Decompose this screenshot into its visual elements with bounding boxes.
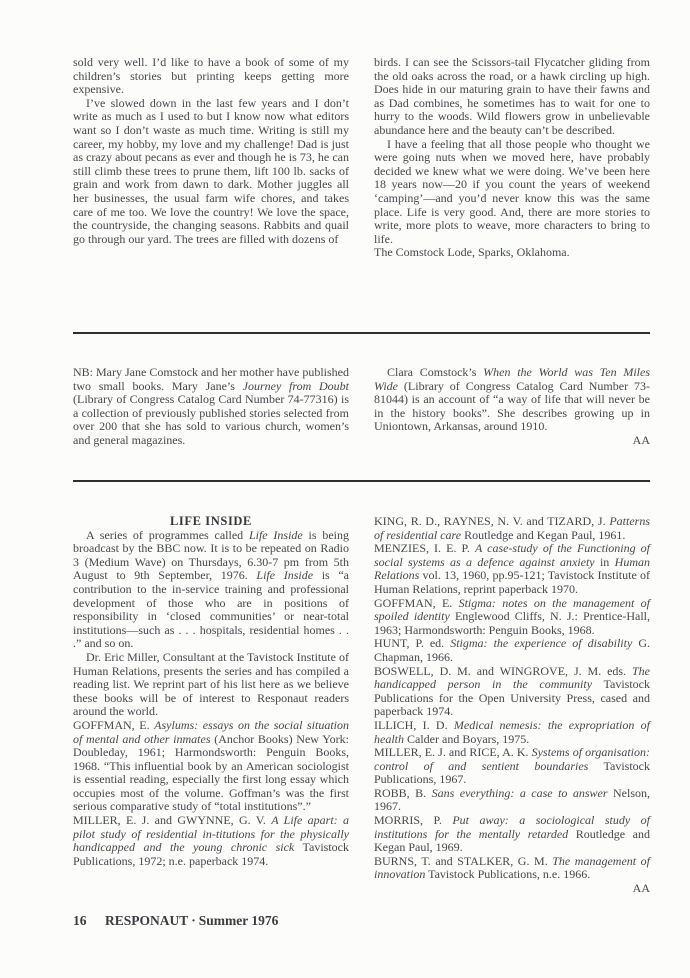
paragraph: BURNS, T. and STALKER, G. M. The management of innovation Tavistock Publications, n.e. 1966. (374, 853, 651, 882)
article-end-left-column (73, 56, 349, 246)
journal-name: RESPONAUT (105, 913, 189, 928)
paragraph: birds. I can see the Scissors-tail Flycatcher gliding from the old oaks across the road, or a hawk circling up high. Does hide in our maturing grain to have their fawns and as Dad combines, he sometimes has to wait for one to hurry to the woods. Wild flowers grow in unbelievable abundance here and the beauty can’t be described. (374, 55, 650, 137)
paragraph: Clara Comstock’s When the World was Ten Miles Wide (Library of Congress Catalog Card Number 73-81044) is an account of “a way of life that will never be in the history books”. She describes growing up in Uniontown, Arkansas, around 1910. (374, 365, 650, 434)
horizontal-rule-2 (73, 480, 650, 482)
paragraph: I’ve slowed down in the last few years and I don’t write as much as I used to but I know now what editors want so I don’t waste as much time. Writing is still my career, my hobby, my love and my challenge! Dad is just as crazy about pecans as ever and though he is 73, he can still climb these trees to prune them, lift 100 lb. sacks of grain and work from dawn to dark. Mother juggles all her businesses, the usual farm wife chores, and takes care of me too. We love the country! We love the space, the countryside, the changing seasons. Rabbits and quail go through our yard. The trees are filled with dozens of (73, 95, 349, 246)
article-end-right-column (374, 56, 650, 260)
paragraph: ROBB, B. Sans everything: a case to answer Nelson, 1967. (374, 785, 651, 814)
paragraph: NB: Mary Jane Comstock and her mother have published two small books. Mary Jane’s Journey from Doubt (Library of Congress Catalog Card Number 74-77316) is a collection of previously published stories selected from over 200 that she has sold to various church, women’s and general magazines. (73, 365, 349, 447)
horizontal-rule-1 (73, 332, 650, 334)
paragraph: HUNT, P. ed. Stigma: the experience of disability G. Chapman, 1966. (374, 636, 651, 664)
paragraph: MILLER, E. J. and RICE, A. K. Systems of organisation: control of and sentient boundaries Tavistock Publications, 1967. (374, 745, 651, 787)
paragraph: MENZIES, I. E. P. A case-study of the Functioning of social systems as a defence against anxiety in Human Relations vol. 13, 1960, pp.95-121; Tavistock Institute of Human Relations, reprint paperback 1970. (374, 541, 651, 596)
paragraph: ILLICH, I. D. Medical nemesis: the expropriation of health Calder and Boyars, 1975. (374, 717, 651, 746)
paragraph: KING, R. D., RAYNES, N. V. and TIZARD, J. Patterns of residential care Routledge and Kegan Paul, 1961. (374, 514, 650, 542)
paragraph: Dr. Eric Miller, Consultant at the Tavistock Institute of Human Relations, presents the series and has compiled a reading list. We reprint part of his list here as we believe these books will be of interest to Responaut readers around the world. (73, 649, 349, 719)
paragraph: MORRIS, P. Put away: a sociological study of institutions for the mentally retarded Routledge and Kegan Paul, 1969. (374, 813, 651, 855)
paragraph: MILLER, E. J. and GWYNNE, G. V. A Life apart: a pilot study of residential in-titutions for the physically handicapped and the young chronic sick Tavistock Publications, 1972; n.e. paperback 1974. (73, 813, 350, 868)
life-inside-right-column (374, 515, 650, 896)
author-initials: AA (632, 881, 650, 896)
note-left-column (73, 366, 349, 448)
life-inside-left-column (73, 515, 349, 868)
paragraph: sold very well. I’d like to have a book of some of my children’s stories but printing keeps getting more expensive. (73, 55, 349, 97)
note-right-column (374, 366, 650, 448)
section-heading: LIFE INSIDE (170, 514, 252, 528)
page-number: 16 (73, 913, 87, 928)
paragraph: GOFFMAN, E. Asylums: essays on the social situation of mental and other inmates (Anchor Books) New York: Doubleday, 1961; Harmondsworth: Penguin Books, 1968. “This influential book by an American sociologist is essential reading, especially the first long essay which occupies most of the volume. Goffman’s was the first serious comparative study of “total institutions”.” (73, 717, 349, 814)
paragraph: BOSWELL, D. M. and WINGROVE, J. M. eds. The handicapped person in the community Tavistock Publications for the Open University Press, cased and paperback 1974. (374, 663, 650, 719)
page-footer (73, 913, 650, 929)
author-initials: AA (632, 432, 650, 447)
paragraph: I have a feeling that all those people who thought we were going nuts when we moved here, have probably decided we knew what we were doing. We’ve been here 18 years now—20 if you count the years of weekend ‘camping’—and you’d never know this was the same place. Life is very good. And, there are more stories to write, more plots to weave, more characters to bring to life. (374, 136, 650, 246)
paragraph: GOFFMAN, E. Stigma: notes on the management of spoiled identity Englewood Cliffs, N. J.: Prentice-Hall, 1963; Harmondsworth: Penguin Books, 1968. (374, 595, 650, 637)
paragraph: The Comstock Lode, Sparks, Oklahoma. (374, 245, 570, 260)
issue-label: Summer 1976 (198, 913, 279, 928)
paragraph: A series of programmes called Life Inside is being broadcast by the BBC now. It is to be repeated on Radio 3 (Medium Wave) on Thursdays, 6.30-7 pm from 5th August to 9th September, 1976. Life Inside is “a contribution to the in-service training and professional development of those who are in positions of responsibility in ‘closed communities’ or near-total institutions—such as . . . hospitals, residential homes . . .” and so on. (73, 527, 349, 651)
footer-separator: · (191, 913, 196, 928)
